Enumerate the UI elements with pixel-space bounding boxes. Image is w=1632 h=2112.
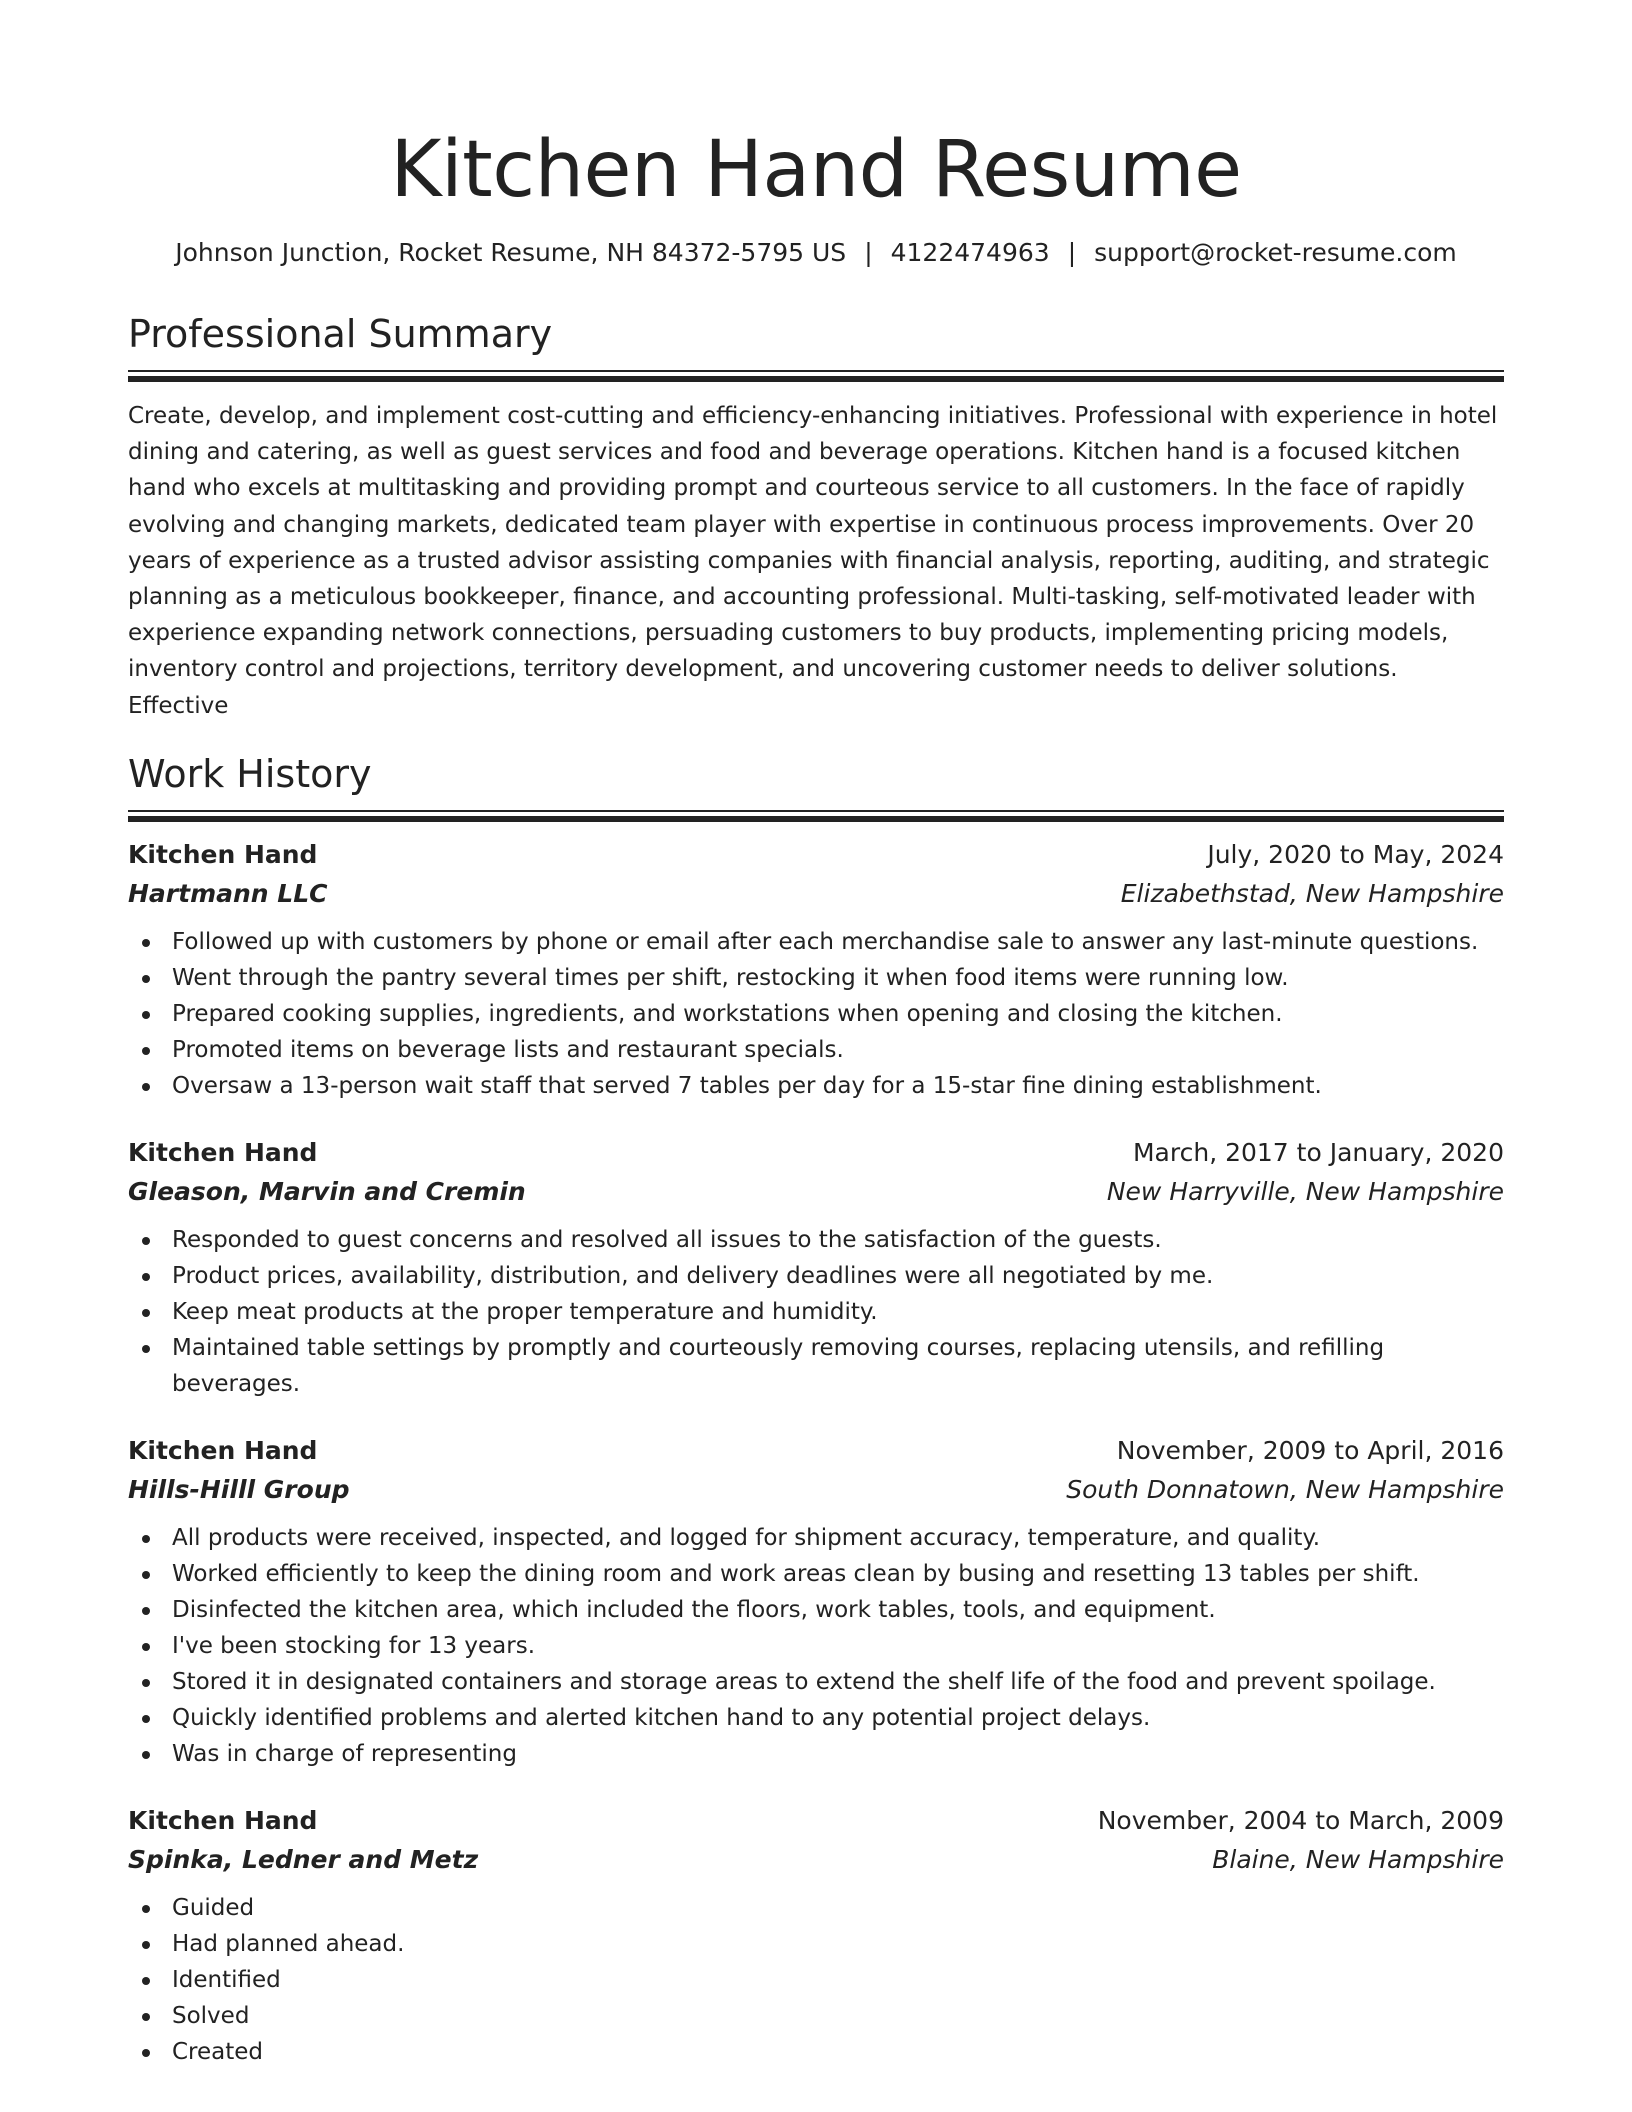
job-bullet: Keep meat products at the proper temperature and humidity. xyxy=(172,1294,1504,1330)
job-company-row xyxy=(128,1840,1504,1880)
job-bullet: Disinfected the kitchen area, which included the floors, work tables, tools, and equipment. xyxy=(172,1592,1504,1628)
job-entry xyxy=(128,836,1504,1104)
job-dates: November, 2009 to April, 2016 xyxy=(1116,1435,1504,1465)
job-bullets xyxy=(128,1890,1504,2070)
job-title: Kitchen Hand xyxy=(128,1435,318,1465)
job-bullet: All products were received, inspected, and logged for shipment accuracy, temperature, and quality. xyxy=(172,1520,1504,1556)
job-bullet: I've been stocking for 13 years. xyxy=(172,1628,1504,1664)
resume-title: Kitchen Hand Resume xyxy=(390,125,1242,215)
job-entry xyxy=(128,1802,1504,2070)
job-bullet: Prepared cooking supplies, ingredients, and workstations when opening and closing the kitchen. xyxy=(172,996,1504,1032)
job-entry xyxy=(128,1134,1504,1402)
contact-separator: | xyxy=(1067,238,1077,267)
job-bullet: Created xyxy=(172,2034,1504,2070)
job-company: Hartmann LLC xyxy=(128,878,328,908)
job-header-row xyxy=(128,1802,1504,1840)
job-bullet: Stored it in designated containers and storage areas to extend the shelf life of the food and prevent spoilage. xyxy=(172,1664,1504,1700)
job-bullet: Identified xyxy=(172,1962,1504,1998)
job-header-row xyxy=(128,1134,1504,1172)
job-location: South Donnatown, New Hampshire xyxy=(1066,1474,1504,1504)
contact-phone: 4122474963 xyxy=(890,238,1050,267)
job-bullet: Followed up with customers by phone or email after each merchandise sale to answer any last-minute questions. xyxy=(172,924,1504,960)
job-bullet: Quickly identified problems and alerted kitchen hand to any potential project delays. xyxy=(172,1700,1504,1736)
job-bullets xyxy=(128,1222,1504,1402)
job-location: Blaine, New Hampshire xyxy=(1212,1844,1504,1874)
job-dates: July, 2020 to May, 2024 xyxy=(1207,839,1504,869)
job-company-row xyxy=(128,1470,1504,1510)
job-company: Spinka, Ledner and Metz xyxy=(128,1844,479,1874)
job-bullets xyxy=(128,1520,1504,1772)
job-company: Gleason, Marvin and Cremin xyxy=(128,1176,526,1206)
job-location: Elizabethstad, New Hampshire xyxy=(1120,878,1504,908)
job-bullet: Had planned ahead. xyxy=(172,1926,1504,1962)
job-bullet: Promoted items on beverage lists and restaurant specials. xyxy=(172,1032,1504,1068)
job-location: New Harryville, New Hampshire xyxy=(1106,1176,1504,1206)
contact-separator: | xyxy=(864,238,873,267)
job-bullet: Maintained table settings by promptly and courteously removing courses, replacing utensils, and refilling beverages. xyxy=(172,1330,1504,1402)
job-header-row xyxy=(128,1432,1504,1470)
job-title: Kitchen Hand xyxy=(128,1137,318,1167)
job-bullet: Guided xyxy=(172,1890,1504,1926)
job-bullet: Oversaw a 13-person wait staff that served 7 tables per day for a 15-star fine dining establishment. xyxy=(172,1068,1504,1104)
job-bullet: Was in charge of representing xyxy=(172,1736,1504,1772)
contact-address: Johnson Junction, Rocket Resume, NH 84372-5795 US xyxy=(175,238,847,267)
job-bullets xyxy=(128,924,1504,1104)
job-bullet: Solved xyxy=(172,1998,1504,2034)
job-dates: November, 2004 to March, 2009 xyxy=(1097,1805,1504,1835)
section-divider xyxy=(128,810,1504,822)
section-divider xyxy=(128,370,1504,382)
job-title: Kitchen Hand xyxy=(128,839,318,869)
job-company: Hills-Hilll Group xyxy=(128,1474,350,1504)
job-company-row xyxy=(128,1172,1504,1212)
job-entry xyxy=(128,1432,1504,1772)
job-company-row xyxy=(128,874,1504,914)
job-dates: March, 2017 to January, 2020 xyxy=(1132,1137,1504,1167)
job-bullet: Went through the pantry several times per shift, restocking it when food items were running low. xyxy=(172,960,1504,996)
summary-text: Create, develop, and implement cost-cutting and efficiency-enhancing initiatives. Professional with experience in hotel dining and catering, as well as guest services and food and beverage operations. Kitchen hand is a focused kitchen hand who excels at multitasking and providing prompt and courteous service to all customers. In the face of rapidly evolving and changing markets, dedicated team player with expertise in continuous process improvements. Over 20 years of experience as a trusted advisor assisting companies with financial analysis, reporting, auditing, and strategic planning as a meticulous bookkeeper, finance, and accounting professional. Multi-tasking, self-motivated leader with experience expanding network connections, persuading customers to buy products, implementing pricing models, inventory control and projections, territory development, and uncovering customer needs to deliver solutions. Effective xyxy=(128,403,1498,719)
job-bullet: Product prices, availability, distribution, and delivery deadlines were all negotiated by me. xyxy=(172,1258,1504,1294)
resume-page xyxy=(128,0,1504,2070)
contact-line xyxy=(128,236,1504,270)
work-history-heading: Work History xyxy=(128,751,372,796)
contact-email: support@rocket-resume.com xyxy=(1094,238,1457,267)
job-bullet: Responded to guest concerns and resolved all issues to the satisfaction of the guests. xyxy=(172,1222,1504,1258)
summary-heading: Professional Summary xyxy=(128,312,553,356)
job-bullet: Worked efficiently to keep the dining room and work areas clean by busing and resetting 13 tables per shift. xyxy=(172,1556,1504,1592)
job-header-row xyxy=(128,836,1504,874)
job-title: Kitchen Hand xyxy=(128,1805,318,1835)
